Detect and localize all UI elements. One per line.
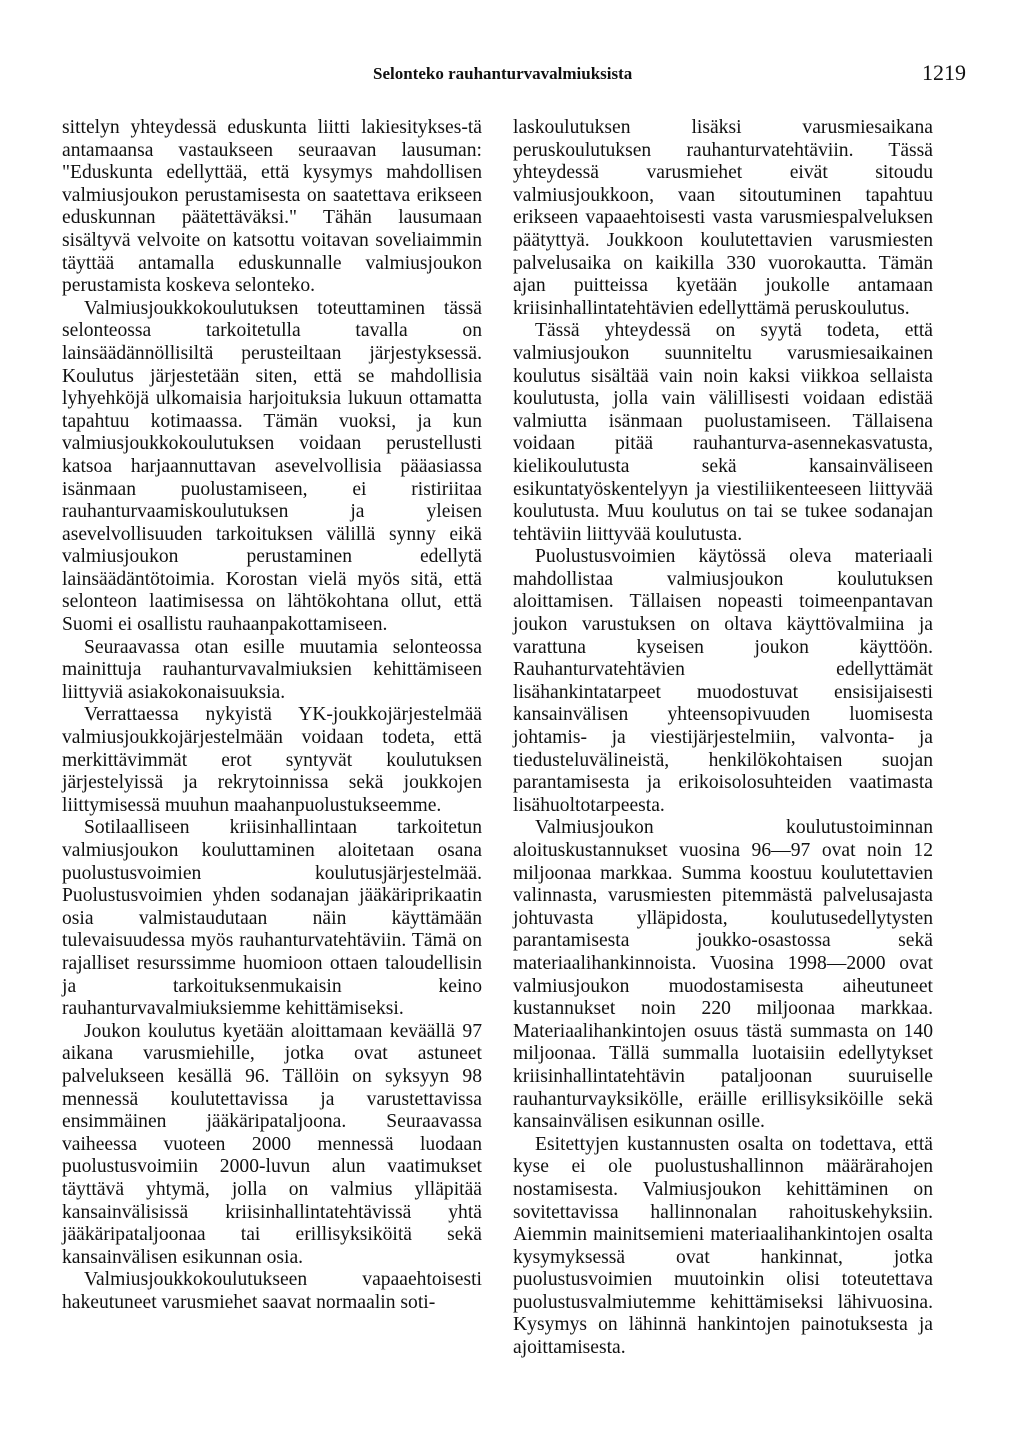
right-column [513, 117, 933, 1360]
paragraph: Valmiusjoukkokoulutuksen toteuttaminen tässä selonteossa tarkoitetulla tavalla on lainsäädännöllisiltä perusteiltaan järjestyksessä. Koulutus järjestetään siten, että se mahdollisia lyhyehköjä ulkomaisia harjoituksia lukuun ottamatta tapahtuu kotimaassa. Tämän vuoksi, ja kun valmiusjoukkokoulutuksen voidaan perustellusti katsoa harjaannuttavan asevelvollisia pääasiassa isänmaan puolustamiseen, ei ristiriitaa rauhanturvaamiskoulutuksen ja yleisen asevelvollisuuden tarkoituksen välillä synny eikä valmiusjoukon perustaminen edellytä lainsäädäntötoimia. Korostan vielä myös sitä, että selonteon laatimisessa on lähtökohtana ollut, että Suomi ei osallistu rauhaanpakottamiseen. [62, 297, 482, 636]
paragraph: Verrattaessa nykyistä YK-joukkojärjestelmää valmiusjoukkojärjestelmään voidaan todeta, että merkittävimmät erot syntyvät koulutuksen järjestelyissä ja rekrytoinnissa sekä joukkojen liittymisessä muuhun maahanpuolustukseemme. [62, 704, 482, 816]
paragraph: Joukon koulutus kyetään aloittamaan keväällä 97 aikana varusmiehille, jotka ovat astuneet palvelukseen kesällä 96. Tällöin on syksyyn 98 mennessä koulutettavissa ja varustettavissa ensimmäinen jääkäripataljoona. Seuraavassa vaiheessa vuoteen 2000 mennessä luodaan puolustusvoimiin 2000-luvun alun vaatimukset täyttävä yhtymä, jolla on valmius ylläpitää kansainvälisissä kriisinhallintatehtävissä yhtä jääkäripataljoonaa tai erillisyksiköitä sekä kansainvälisen esikunnan osia. [62, 1020, 482, 1268]
paragraph: Tässä yhteydessä on syytä todeta, että valmiusjoukon suunniteltu varusmiesaikainen koulutus sisältää vain noin kaksi viikkoa sellaista koulutusta, jolla vain välillisesti voidaan edistää valmiutta isänmaan puolustamiseen. Tällaisena voidaan pitää rauhanturva-asennekasvatusta, kielikoulutusta sekä kansainväliseen esikuntatyöskentelyyn ja viestiliikenteeseen liittyvää koulutusta. Muu koulutus on tai se tukee sodanajan tehtäviin liittyvää koulutusta. [513, 320, 933, 545]
paragraph: Sotilaalliseen kriisinhallintaan tarkoitetun valmiusjoukon kouluttaminen aloitetaan osana puolustusvoimien koulutusjärjestelmää. Puolustusvoimien yhden sodanajan jääkäriprikaatin osia valmistaudutaan näin käyttämään tulevaisuudessa myös rauhanturvatehtäviin. Tämä on rajalliset resurssimme huomioon ottaen taloudellisin ja tarkoituksenmukaisin keino rauhanturvavalmiuksiemme kehittämiseksi. [62, 817, 482, 1020]
paragraph: Valmiusjoukkokoulutukseen vapaaehtoisesti hakeutuneet varusmiehet saavat normaalin soti- [62, 1269, 482, 1313]
paragraph: sittelyn yhteydessä eduskunta liitti lakiesitykses-tä antamaansa vastaukseen seuraavan lausuman: "Eduskunta edellyttää, että kysymys mahdollisen valmiusjoukon perustamisesta on saatettava erikseen eduskunnan päätettäväksi." Tähän lausumaan sisältyvä velvoite on katsottu voitavan soveliaimmin täyttää antamalla eduskunnalle valmiusjoukon perustamista koskeva selonteko. [62, 117, 482, 297]
paragraph: Esitettyjen kustannusten osalta on todettava, että kyse ei ole puolustushallinnon määrärahojen nostamisesta. Valmiusjoukon kehittäminen on sovitettavissa hallinnonalan rahoituskehyksiin. Aiemmin mainitsemieni materiaalihankintojen osalta kysymyksessä ovat hankinnat, jotka puolustusvoimien muutoinkin olisi toteutettava puolustusvalmiutemme kehittämiseksi lähivuosina. Kysymys on lähinnä hankintojen painotuksesta ja ajoittamisesta. [513, 1133, 933, 1359]
paragraph: Puolustusvoimien käytössä oleva materiaali mahdollistaa valmiusjoukon koulutuksen aloittamisen. Tällaisen nopeasti toimeenpantavan joukon varustuksen on oltava käyttövalmiina ja varattuna kyseisen joukon käyttöön. Rauhanturvatehtävien edellyttämät lisähankintatarpeet muodostuvat ensisijaisesti kansainvälisen yhteensopivuuden luomisesta johtamis- ja viestijärjestelmiin, valvonta- ja tiedusteluvälineistä, henkilökohtaisen suojan parantamisesta ja erikoisolosuhteiden vaatimasta lisähuoltotarpeesta. [513, 546, 933, 816]
paragraph: Seuraavassa otan esille muutamia selonteossa mainittuja rauhanturvavalmiuksien kehittämiseen liittyviä asiakokonaisuuksia. [62, 636, 482, 703]
running-title: Selonteko rauhanturvavalmiuksista [373, 64, 633, 83]
left-column [62, 117, 482, 1314]
paragraph: laskoulutuksen lisäksi varusmiesaikana peruskoulutuksen rauhanturvatehtäviin. Tässä yhteydessä varusmiehet eivät sitoudu valmiusjoukkoon, vaan sitoutuminen tapahtuu erikseen vapaaehtoisesti vasta varusmiespalveluksen päätyttyä. Joukkoon koulutettavien varusmiesten palvelusaika on kaikilla 330 vuorokautta. Tämän ajan puitteissa kyetään joukolle antamaan kriisinhallintatehtävien edellyttämä peruskoulutus. [513, 117, 933, 319]
page-number: 1219 [922, 60, 966, 85]
page-header [0, 60, 1024, 90]
paragraph: Valmiusjoukon koulutustoiminnan aloituskustannukset vuosina 96—97 ovat noin 12 miljoonaa markkaa. Summa koostuu koulutettavien valinnasta, varusmiesten pitemmästä palvelusajasta johtuvasta ylläpidosta, koulutusedellytysten parantamisesta joukko-osastossa sekä materiaalihankinnoista. Vuosina 1998—2000 ovat valmiusjoukon muodostamisesta aiheutuneet kustannukset noin 220 miljoonaa markkaa. Materiaalihankintojen osuus tästä summasta on 140 miljoonaa. Tällä summalla luotaisiin edellytykset kriisinhallintatehtävin pataljoonan suuruiselle rauhanturvayksikölle, eräille erillisyksiköille sekä kansainvälisen esikunnan osille. [513, 817, 933, 1133]
